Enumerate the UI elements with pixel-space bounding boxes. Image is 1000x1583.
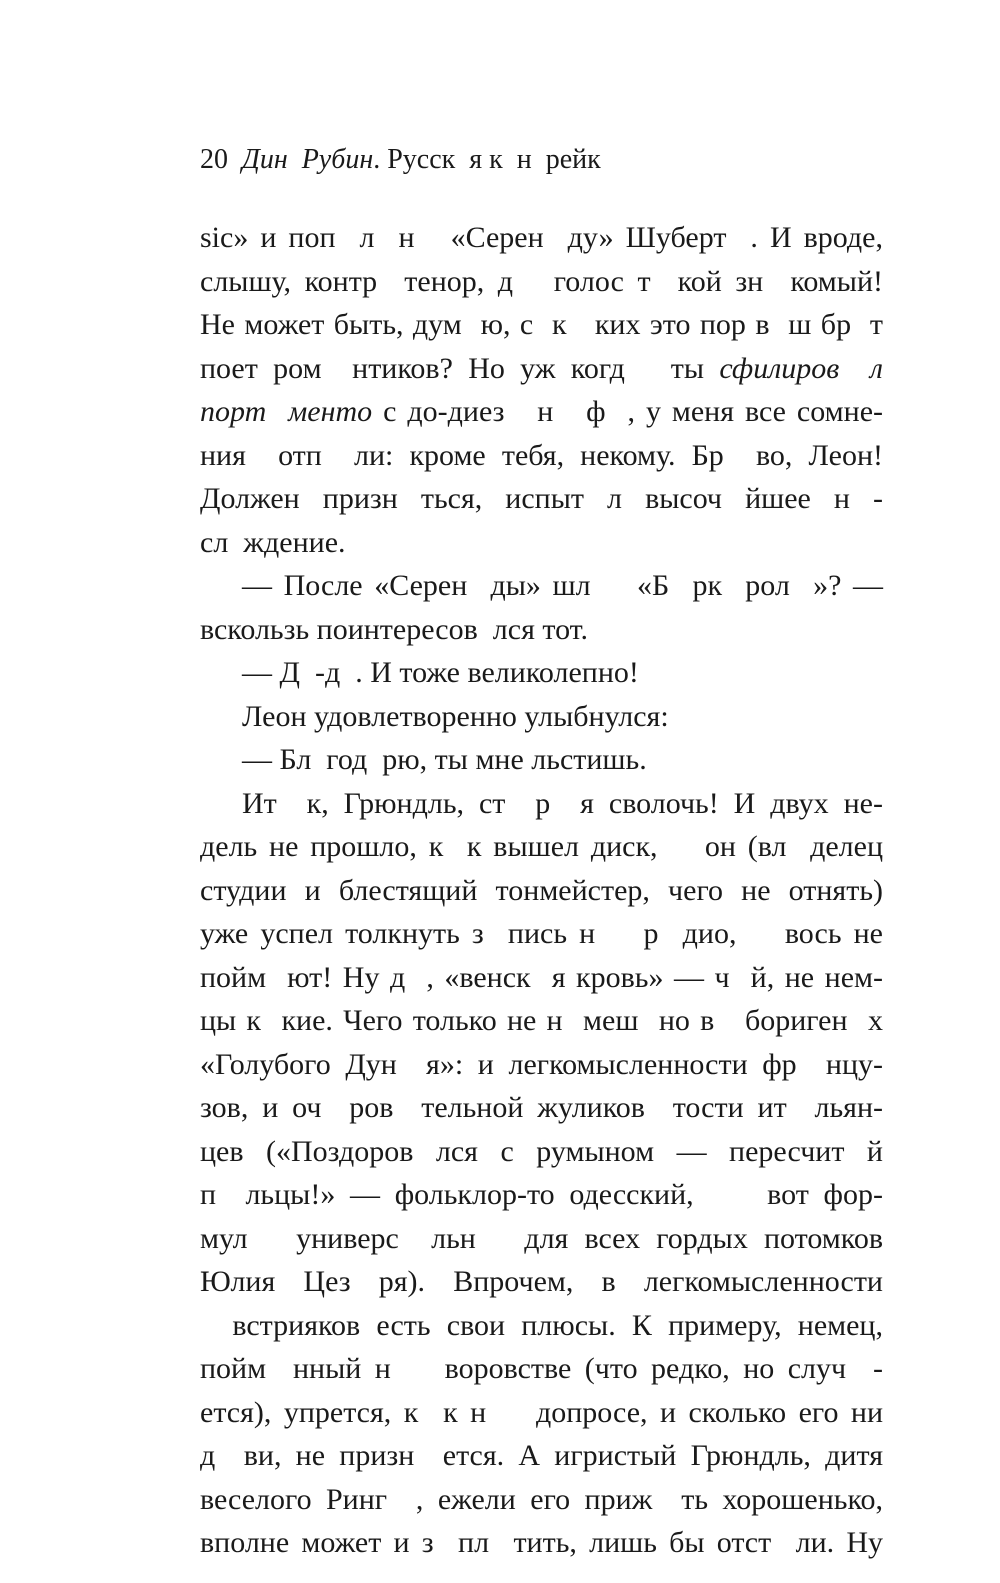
- text-line: [200, 1478, 883, 1522]
- text-line: [200, 912, 883, 956]
- line-text: п льцы!» — фольклор-то одесский, вот фор-: [200, 1178, 883, 1211]
- text-line: [200, 1260, 883, 1304]
- line-text: «Голубого Дун я»: и легкомысленности фр нцу-: [200, 1047, 883, 1081]
- text-line: [200, 477, 883, 521]
- line-text: зов, и оч ров тельной жуликов тости ит льян-: [200, 1091, 883, 1124]
- text-line: [200, 956, 883, 1000]
- text-line: [200, 390, 883, 434]
- text-line: [200, 695, 883, 739]
- text-line: [200, 303, 883, 347]
- line-text: студии и блестящий тонмейстер, чего не отнять): [200, 873, 883, 907]
- line-text: сл ждение.: [200, 525, 346, 559]
- line-text: — Д -д . И тоже великолепно!: [242, 656, 639, 689]
- text-line: [200, 1521, 883, 1565]
- line-text: Не может быть, дум ю, с к ких это пор в ш бр т: [200, 308, 883, 341]
- line-text: вполне может и з пл тить, лишь бы отст ли. Ну: [200, 1526, 883, 1559]
- text-line: [200, 1130, 883, 1174]
- italic-text: порт менто: [200, 395, 373, 428]
- text-line: [200, 216, 883, 260]
- text-line: [200, 1043, 883, 1087]
- line-text: пойм нный н воровстве (что редко, но случ -: [200, 1352, 883, 1385]
- text-line: [200, 1173, 883, 1217]
- text-line: [200, 347, 883, 391]
- text-line: [200, 1217, 883, 1261]
- line-text: цы к кие. Чего только не н меш но в бориген х: [200, 1004, 883, 1037]
- line-text: Юлия Цез ря). Впрочем, в легкомысленности: [200, 1265, 883, 1298]
- text-line: [200, 869, 883, 913]
- line-text: Леон удовлетворенно улыбнулся:: [242, 699, 669, 733]
- line-text: д ви, не призн ется. А игристый Грюндль, дитя: [200, 1439, 883, 1472]
- text-line: [200, 564, 883, 608]
- text-line: [200, 1391, 883, 1435]
- running-header: [200, 138, 601, 182]
- line-text: sic» и поп л н «Серен ду» Шуберт . И вроде,: [200, 221, 883, 254]
- header-title: . Русск я к н рейк: [373, 144, 601, 175]
- text-line: [200, 608, 883, 652]
- line-text: с до-диез н ф , у меня все сомне-: [372, 395, 883, 428]
- line-text: цев («Поздоров лся с румыном — пересчит й: [200, 1134, 883, 1168]
- text-line: [200, 521, 883, 565]
- text-line: [200, 782, 883, 826]
- line-text: пойм ют! Ну д , «венск я кровь» — ч й, не нем-: [200, 960, 883, 994]
- line-text: веселого Ринг , ежели его приж ть хорошенько,: [200, 1482, 883, 1516]
- header-author: Дин Рубин: [242, 144, 374, 175]
- line-text: поет ром нтиков? Но уж когд ты: [200, 351, 720, 385]
- text-line: [200, 651, 883, 695]
- text-line: [200, 1086, 883, 1130]
- text-line: [200, 1304, 883, 1348]
- line-text: Должен призн ться, испыт л высоч йшее н -: [200, 482, 883, 515]
- line-text: — Бл год рю, ты мне льстишь.: [242, 743, 647, 776]
- text-line: [200, 1347, 883, 1391]
- text-line: [200, 825, 883, 869]
- text-line: [200, 434, 883, 478]
- line-text: встрияков есть свои плюсы. К примеру, немец,: [200, 1308, 883, 1342]
- line-text: уже успел толкнуть з пись н р дио, вось не: [200, 917, 883, 950]
- italic-text: сфилиров л: [719, 351, 883, 385]
- line-text: — После «Серен ды» шл «Б рк рол »? —: [242, 569, 883, 602]
- body-text: [200, 216, 883, 1565]
- text-line: [200, 1434, 883, 1478]
- line-text: ния отп ли: кроме тебя, некому. Бр во, Леон!: [200, 438, 883, 472]
- line-text: слышу, контр тенор, д голос т кой зн комый!: [200, 264, 883, 298]
- text-line: [200, 738, 883, 782]
- line-text: мул универс льн для всех гордых потомков: [200, 1221, 883, 1255]
- line-text: вскользь поинтересов лся тот.: [200, 612, 589, 646]
- page-number: 20: [200, 144, 228, 175]
- text-line: [200, 260, 883, 304]
- line-text: дель не прошло, к к вышел диск, он (вл делец: [200, 830, 883, 863]
- line-text: Ит к, Грюндль, ст р я сволочь! И двух не-: [242, 786, 883, 820]
- line-text: ется), упрется, к к н допросе, и сколько его ни: [200, 1395, 883, 1429]
- text-line: [200, 999, 883, 1043]
